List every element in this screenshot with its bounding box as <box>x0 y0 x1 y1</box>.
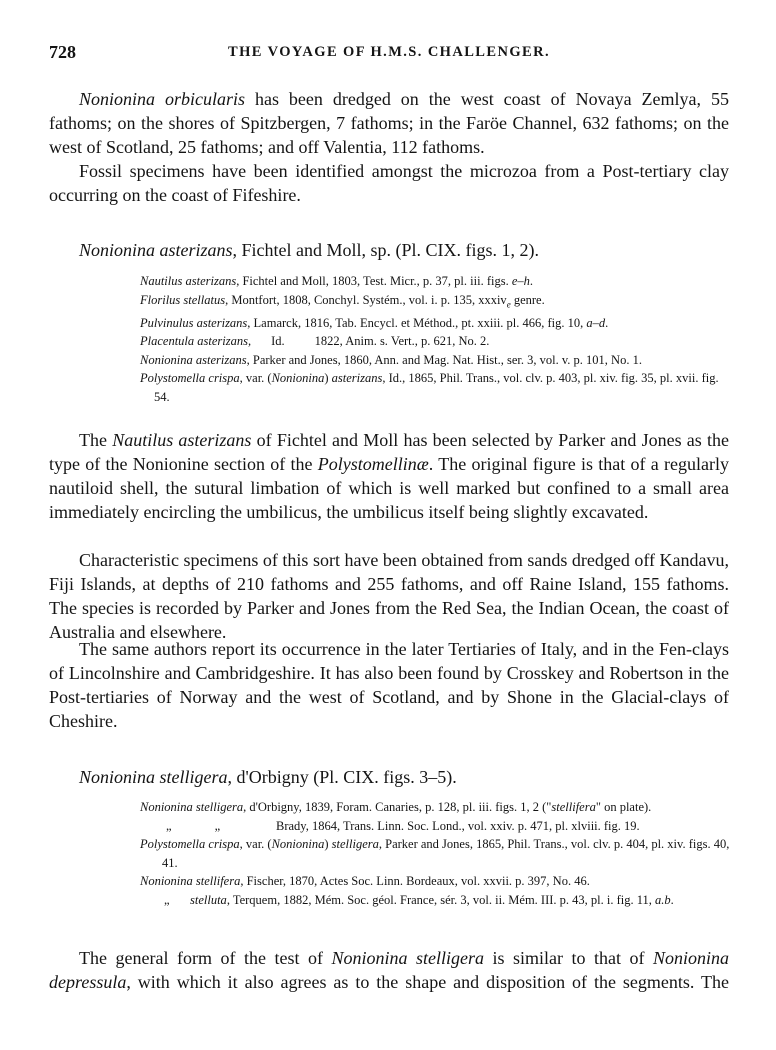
synonym-reference-tail: , Id., 1865, Phil. Trans., vol. clv. p. 403, pl. xiv. fig. 35, pl. xvii. fig. 54. <box>154 371 719 405</box>
synonymy-entry <box>140 817 730 836</box>
synonym-reference: Id. <box>271 334 285 349</box>
synonym-name: Nautilus asterizans <box>140 274 237 288</box>
paragraph-text: . The original figure is that of a regularly nautiloid shell, the sutural limbation of which is well marked but confined to a small area immediately encircling the umbilicus, the umbilicus itself being slightly excavated. <box>49 454 729 522</box>
species-heading-stelligera <box>79 765 739 789</box>
synonym-reference: , var. ( <box>239 837 272 852</box>
synonym-name: stelluta <box>190 892 227 907</box>
page-number: 728 <box>49 42 76 62</box>
paragraph-text: Fossil specimens have been identified amongst the microzoa from a Post-tertiary clay occurring on the coast of Fifeshire. <box>49 161 729 205</box>
synonym-name-2: asterizans <box>331 371 383 386</box>
species-heading-asterizans <box>79 238 739 262</box>
synonymy-entry <box>140 891 730 910</box>
synonym-reference: , Terquem, 1882, Mém. Soc. géol. France, sér. 3, vol. ii. Mém. III. p. 43, pl. i. fig. 11, <box>226 892 656 907</box>
species-name: Nonionina stelligera <box>79 767 228 787</box>
paragraph-general-form <box>49 946 729 994</box>
paragraph-text: has been dredged on the west coast of Novaya Zemlya, 55 fathoms; on the shores of Spitzbergen, 7 fathoms; in the Faröe Channel, 632 fathoms; on the west of Scotland, 25 fathoms; and off Valentia, 112 fathoms. <box>49 89 729 157</box>
synonym-reference: , Fischer, 1870, Actes Soc. Linn. Bordeaux, vol. xxvii. p. 397, No. 46. <box>240 874 590 889</box>
synonym-reference: Brady, 1864, Trans. Linn. Soc. Lond., vol. xxiv. p. 471, pl. xlviii. fig. 19. <box>276 818 640 833</box>
synonymy-entry <box>140 272 730 291</box>
paragraph-text: , with which it also agrees as to the shape and disposition of the segments. The <box>126 972 729 992</box>
synonym-reference: ) <box>324 837 332 852</box>
species-authority: , Fichtel and Moll, sp. (Pl. CIX. figs. 1, 2). <box>232 240 540 260</box>
synonym-reference-end: ) <box>324 371 332 386</box>
page-header <box>49 42 729 68</box>
synonym-reference: , var. ( <box>239 371 272 386</box>
synonym-reference-end: " on plate). <box>595 800 652 814</box>
synonym-name: Nonionina stelligera <box>140 800 244 814</box>
synonym-reference-end: genre. <box>510 292 545 307</box>
paragraph-fossil-specimens <box>49 159 729 207</box>
paragraph-text: Characteristic specimens of this sort have been obtained from sands dredged off Kandavu, Fiji Islands, at depths of 210 fathoms and 255 fathoms, and off Raine Island, 155 fathoms. The species is recorded by Parker and Jones from the Red Sea, the Indian Ocean, the coast of Australia and elsewhere. <box>49 550 729 642</box>
synonym-reference-end: . <box>529 274 534 288</box>
paragraph-text: of Fichtel and Moll has been selected by Parker and Jones as the type of the Nonionine section of the <box>49 430 730 474</box>
paragraph-text: is similar to that of <box>483 948 653 968</box>
synonymy-entry <box>140 291 730 314</box>
synonym-reference-italic: a–d <box>586 315 606 330</box>
synonymy-list-stelligera <box>140 798 730 910</box>
synonymy-entry <box>140 798 730 817</box>
species-authority: , d'Orbigny (Pl. CIX. figs. 3–5). <box>227 767 457 787</box>
synonym-reference: , d'Orbigny, 1839, Foram. Canaries, p. 128, pl. iii. figs. 1, 2 (" <box>243 800 552 814</box>
synonym-name: Placentula asterizans, <box>140 334 252 349</box>
species-name: Nautilus asterizans <box>112 430 252 450</box>
synonym-reference-italic: stellifera <box>551 800 596 814</box>
ditto-marks: „ <box>164 892 170 907</box>
synonym-reference-italic: e <box>506 299 511 310</box>
synonym-reference-end: 1822, Anim. s. Vert., p. 621, No. 2. <box>314 334 490 349</box>
synonymy-entry <box>140 872 730 891</box>
synonym-reference: , Lamarck, 1816, Tab. Encycl. et Méthod., pt. xxiii. pl. 466, fig. 10, <box>247 315 587 330</box>
synonym-name: Polystomella crispa <box>140 371 240 386</box>
synonym-reference: , Fichtel and Moll, 1803, Test. Micr., p. 37, pl. iii. figs. <box>236 274 512 288</box>
synonym-name: Polystomella crispa <box>140 837 240 852</box>
synonym-reference-italic: Nonionina <box>271 371 325 386</box>
paragraph-same-authors <box>49 637 729 733</box>
synonym-reference: , Parker and Jones, 1860, Ann. and Mag. Nat. Hist., ser. 3, vol. v. p. 101, No. 1. <box>246 352 642 367</box>
synonym-reference-end: , Parker and Jones, 1865, Phil. Trans., vol. clv. p. 404, pl. xiv. figs. 40, 41. <box>162 837 730 870</box>
synonym-reference-end: . <box>605 315 609 330</box>
species-name: Nonionina stelligera <box>331 948 484 968</box>
paragraph-orbicularis-distribution <box>49 87 729 159</box>
synonym-name: Pulvinulus asterizans <box>140 315 248 330</box>
paragraph-characteristic-specimens <box>49 548 729 644</box>
synonymy-entry <box>140 332 730 351</box>
synonym-name: Nonionina stellifera <box>140 874 241 889</box>
species-name: Nonionina asterizans <box>79 240 233 260</box>
synonym-reference-italic: a.b <box>655 892 671 907</box>
synonymy-entry <box>140 351 730 370</box>
synonym-reference-italic: e–h <box>511 274 530 288</box>
synonym-reference: , Montfort, 1808, Conchyl. Systém., vol. i. p. 135, xxxiv <box>225 292 507 307</box>
synonym-reference-end: . <box>670 892 674 907</box>
ditto-marks: „ „ <box>166 818 241 833</box>
synonymy-entry <box>140 314 730 333</box>
paragraph-nautilus-asterizans <box>49 428 729 524</box>
species-name: Nonionina orbicularis <box>79 89 245 109</box>
paragraph-text: The <box>79 430 113 450</box>
synonym-name-2: stelligera <box>331 837 379 852</box>
species-name: Nonionina depressula <box>49 948 730 992</box>
paragraph-text: The general form of the test of <box>79 948 332 968</box>
running-title: THE VOYAGE OF H.M.S. CHALLENGER. <box>228 44 550 60</box>
synonym-reference-italic: Nonionina <box>271 837 325 852</box>
paragraph-text: The same authors report its occurrence in the later Tertiaries of Italy, and in the Fen-clays of Lincolnshire and Cambridgeshire. It has also been found by Crosskey and Robertson in the Post-tertiaries of Norway and the west of Scotland, and by Shone in the Glacial-clays of Cheshire. <box>49 639 729 731</box>
group-name: Polystomellinæ <box>317 454 429 474</box>
synonym-name: Nonionina asterizans <box>140 352 247 367</box>
synonym-name: Florilus stellatus <box>140 292 226 307</box>
synonymy-entry <box>140 835 730 872</box>
synonymy-list-asterizans <box>140 272 730 407</box>
synonymy-entry <box>140 369 730 406</box>
